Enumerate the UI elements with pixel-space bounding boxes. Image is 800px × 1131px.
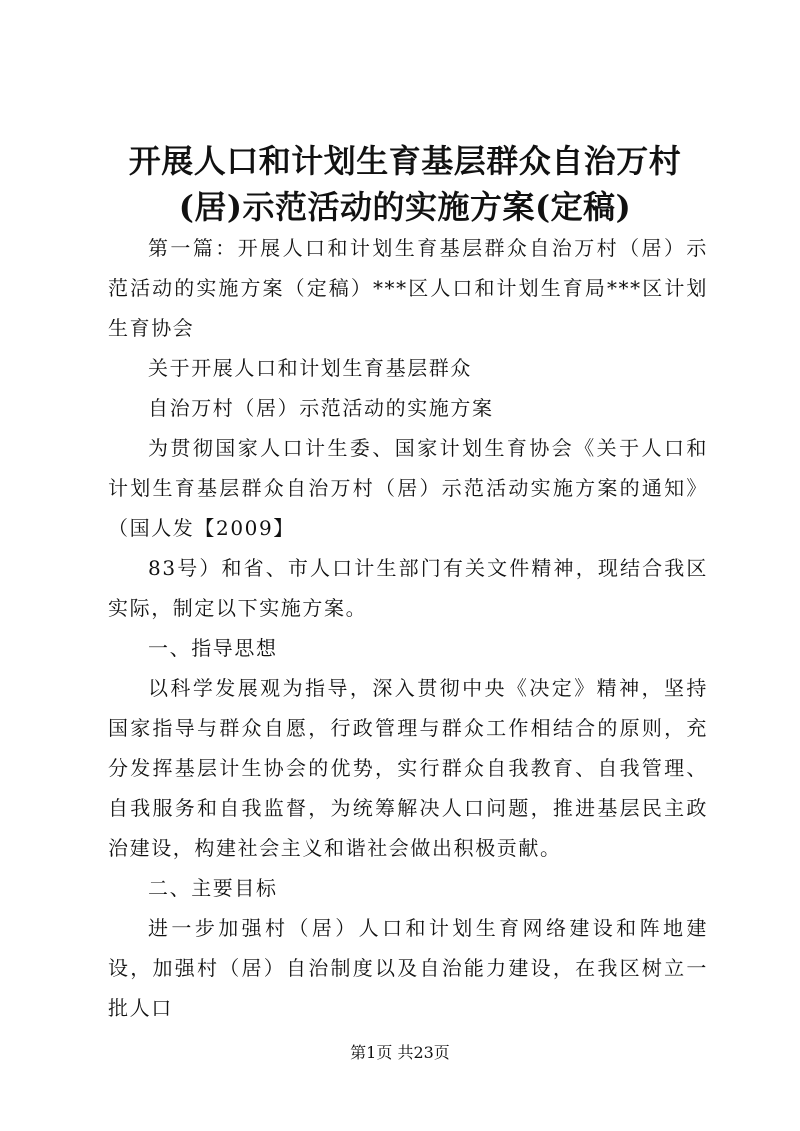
section-heading-guiding-thought: 一、指导思想	[148, 636, 278, 660]
paragraph-guiding-thought: 以科学发展观为指导，深入贯彻中央《决定》精神，坚持国家指导与群众自愿，行政管理与群众工作相结合的原则，充分发挥基层计生协会的优势，实行群众自我教育、自我管理、自我服务和自我监督，为统筹解决人口问题，推进基层民主政治建设，构建社会主义和谐社会做出积极贡献。	[108, 676, 708, 860]
document-title: 开展人口和计划生育基层群众自治万村(居)示范活动的实施方案(定稿)	[128, 142, 682, 226]
paragraph-purpose: 为贯彻国家人口计生委、国家计划生育协会《关于人口和计划生育基层群众自治万村（居）示范活动实施方案的通知》（国人发【2009】	[108, 436, 708, 540]
document-body	[108, 228, 708, 1028]
paragraph-heading-line-1: 关于开展人口和计划生育基层群众	[148, 356, 472, 380]
paragraph-purpose-continued: 83号）和省、市人口计生部门有关文件精神，现结合我区实际，制定以下实施方案。	[108, 556, 708, 620]
paragraph-main-goals: 进一步加强村（居）人口和计划生育网络建设和阵地建设，加强村（居）自治制度以及自治能力建设，在我区树立一批人口	[108, 916, 708, 1020]
paragraph-intro: 第一篇：开展人口和计划生育基层群众自治万村（居）示范活动的实施方案（定稿）***区人口和计划生育局***区计划生育协会	[108, 236, 708, 340]
page-number-footer: 第1页 共23页	[350, 1043, 450, 1062]
paragraph-heading-line-2: 自治万村（居）示范活动的实施方案	[148, 396, 494, 420]
section-heading-main-goals: 二、主要目标	[148, 876, 278, 900]
